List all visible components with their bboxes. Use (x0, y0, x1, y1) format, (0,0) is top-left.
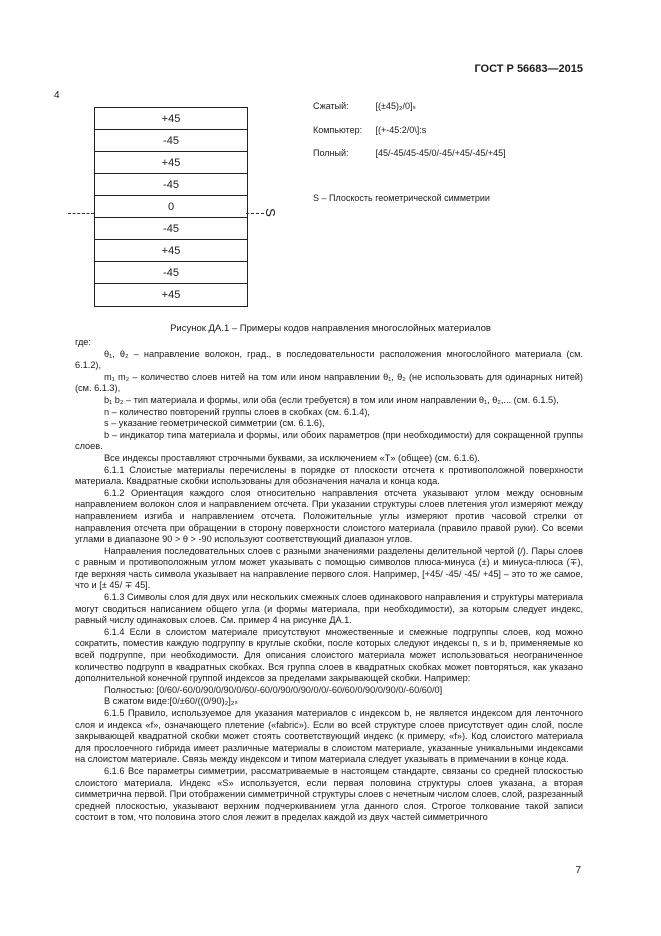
layer: -45 (95, 130, 247, 152)
layer: -45 (95, 218, 247, 240)
paragraph: В сжатом виде:[0/±60/((0/90)₂]₂ₛ (104, 696, 238, 707)
layer: -45 (95, 174, 247, 196)
document-header: ГОСТ Р 56683—2015 (474, 63, 583, 75)
paragraph: 6.1.4 Если в слоистом материале присутствуют множественные и смежные подгруппы слоев, код можно сократить, поместив каждую подгруппу в круглые скобки, после которых следуют индексы n, s и b, применяемые ко всей подгруппе, при необходимости. Для описания слоистого материала может использоваться неограниченное количество подгрупп в квадратных скобках. Вся группа слоев в квадратных скобках может повторяться, как указано дополнительной конечной группой индексов за пределами закрывающей скобки. Например: (75, 626, 583, 684)
paragraph: 6.1.6 Все параметры симметрии, рассматриваемые в настоящем стандарте, связаны со средней плоскостью слоистого материала. Индекс «S» используется, если первая половина структуры слоев указана, а вторая симметрична первой. При отображении симметричной структуры слоев с нечетным числом слоев, слой, разрезанный средней плоскостью, указывают верхним подчеркиванием угла данного слоя. Строгое толкование такой записи состоит в том, что половина этого слоя лежит в пределах каждой из двух частей симметричного (75, 765, 583, 823)
legend-label: Сжатый: (313, 101, 349, 111)
paragraph: 6.1.1 Слоистые материалы перечислены в порядке от плоскости отсчета к противоположной поверхности материала. Квадратные скобки использованы для обозначения начала и конца кода. (75, 464, 583, 487)
paragraph: 6.1.3 Символы слоя для двух или нескольких смежных слоев одинакового направления и структуры материала могут сводиться написанием общего угла (и формы материала, при необходимости), за которым следует индекс, равный числу одинаковых слоев. См. пример 4 на рисунке ДА.1. (75, 592, 583, 626)
body-text (75, 337, 583, 824)
paragraph: где: (75, 337, 91, 347)
legend-value: [(+-45:2/0\]:s (375, 125, 427, 135)
paragraph: θ₁, θ₂ – направление волокон, град., в последовательности расположения многослойного материала (см. 6.1.2), (75, 348, 583, 371)
symmetry-plane-line-right (246, 213, 264, 214)
layer-midplane: 0 (95, 196, 247, 218)
symmetry-plane-label: S (262, 208, 278, 217)
paragraph: n – количество повторений группы слоев в скобках (см. 6.1.4), (104, 406, 370, 417)
legend-computer (313, 125, 426, 135)
paragraph: b₁ b₂ – тип материала и формы, или оба (если требуется) в том или ином направлении θ₁, θ₂,... (см. 6.1.5), (104, 394, 559, 405)
layer-stack (94, 107, 248, 307)
figure-example-number: 4 (54, 90, 60, 101)
layer: +45 (161, 289, 181, 301)
legend-full (313, 148, 506, 158)
figure-caption: Рисунок ДА.1 – Примеры кодов направления многослойных материалов (170, 323, 491, 334)
legend-compressed (313, 101, 416, 112)
paragraph: 6.1.5 Правило, используемое для указания материалов с индексом b, не является индексом для ленточного слоя и индекса «f», означающего плетение («fabric»). Если во всей структуре слоев присутствует один слой, после закрывающей квадратной скобки может стоять соответствующий индекс (к примеру, «f»). Код слоистого материала для прослоечного гибрида имеет различные материалы в слоистом материале, указанные уникальными индексами на слоистом материале. Связь между индексом и типом материала следует указывать в примечании в конце кода. (75, 708, 583, 765)
page-number: 7 (575, 865, 581, 876)
legend-value: [(±45)₂/0]ₛ (375, 101, 416, 111)
layer: -45 (95, 262, 247, 284)
symmetry-plane-line-left (68, 213, 94, 214)
legend-label: Компьютер: (313, 125, 363, 135)
paragraph: s – указание геометрической симметрии (см. 6.1.6), (104, 418, 325, 429)
paragraph: 6.1.2 Ориентация каждого слоя относительно направления отсчета указывают углом между основным направлением волокон слоя и направлением отсчета. При указании структуры слоев плетения угол измеряют между направлением изгиба и направлением отсчета. Положительные углы измеряют против часовой стрелки от направления отсчета при обращении в сторону поверхности слоистого материала (правило правой руки). Со всеми углами в диапазоне 90 > θ > -90 используют соответствующий диапазон углов. (75, 487, 583, 545)
paragraph: Все индексы проставляют строчными буквами, за исключением «T» (общее) (см. 6.1.6). (104, 452, 480, 463)
paragraph: Полностью: [0/60/-60/0/90/0/90/0/60/-60/0/90/0/90/0/0/-60/60/0/90/0/90/0/-60/60/0] (104, 684, 443, 695)
legend-value: [45/-45/45-45/0/-45/+45/-45/+45] (375, 148, 506, 158)
paragraph: b – индикатор типа материала и формы, или обоих параметров (при необходимости) для сокращенной группы слоев. (75, 429, 583, 452)
symmetry-note: S – Плоскость геометрической симметрии (313, 193, 490, 203)
legend-label: Полный: (313, 148, 349, 158)
layer: +45 (95, 108, 247, 130)
layer: +45 (95, 240, 247, 262)
layer: +45 (95, 152, 247, 174)
paragraph: m₁ m₂ – количество слоев нитей на том или ином направлении θ₁, θ₂ (не использовать для одинарных нитей) (см. 6.1.3), (75, 371, 583, 394)
paragraph: Направления последовательных слоев с разными значениями разделены делительной чертой (/). Пары слоев с равным и противоположным углом может указывать с помощью символов плюса-минуса (±) и минуса-плюса (∓), где верхняя часть символа указывает на направление первого слоя. Например, [+45/ -45/ -45/ +45] – это то же самое, что и [± 45/ ∓ 45]. (75, 545, 583, 591)
